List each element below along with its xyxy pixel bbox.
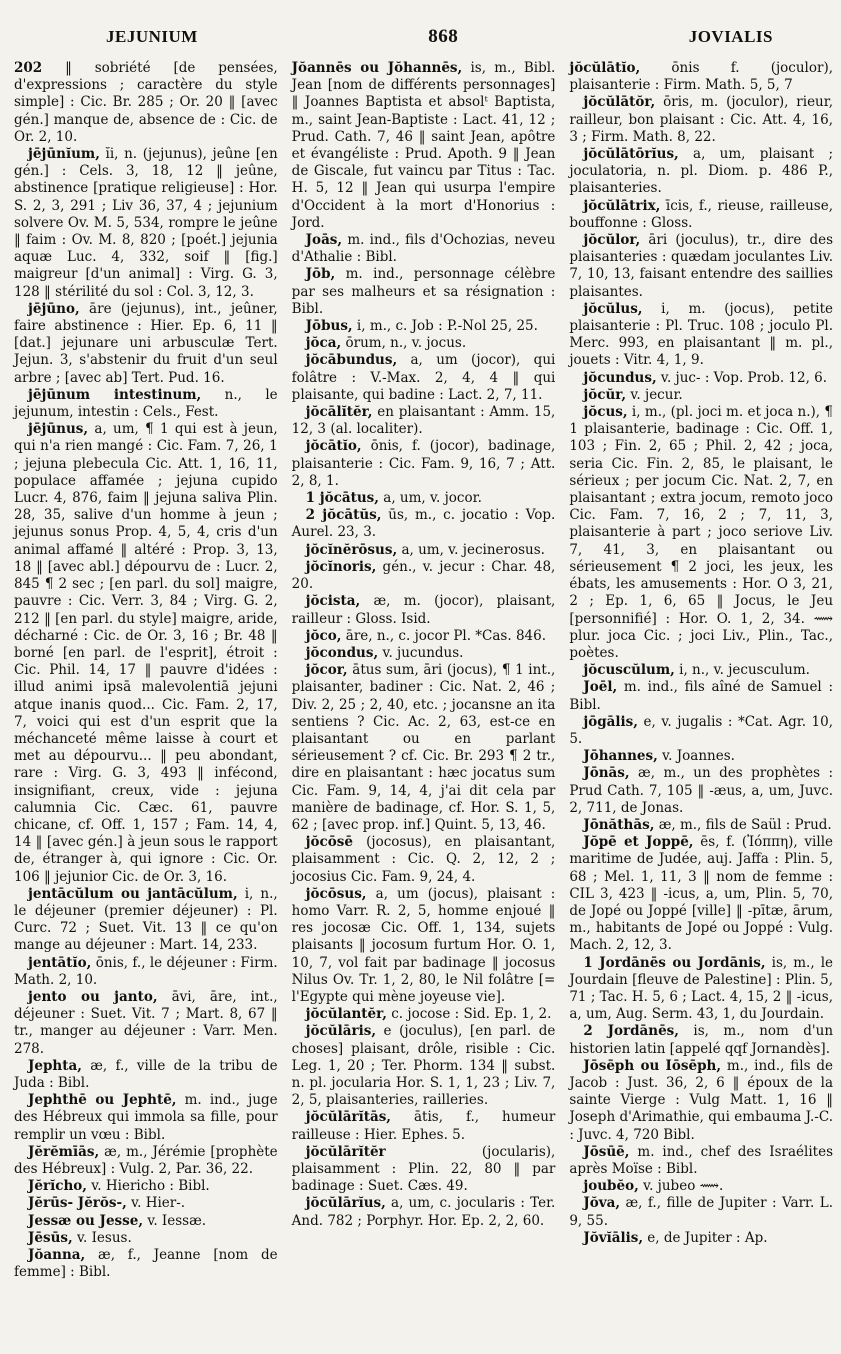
dictionary-entry <box>292 1195 556 1229</box>
dictionary-entry <box>14 146 278 301</box>
entry-headword: jējūnĭum, <box>28 146 100 163</box>
dictionary-entry <box>292 60 556 232</box>
dictionary-entry <box>569 387 833 404</box>
dictionary-entry <box>14 1230 278 1247</box>
entry-definition: æ, m., un des prophètes : Prud Cath. 7, 105 ‖ -æus, a, um, Juvc. 2, 711, de Jonas. <box>569 765 834 816</box>
entry-definition: ĭi, n. (jejunus), jeûne [en gén.] : Cels. 3, 18, 12 ‖ jeûne, abstinence [pratique religieuse] : Hor. S. 2, 3, 291 ; Liv 36, 37, 4 ; jejunium solvere Ov. M. 5, 534, rompre le jeûne ‖ faim : Ov. M. 8, 820 ; [poét.] jejunia aquæ Luc. 4, 332, soif ‖ [fig.] maigreur [d'un animal] : Virg. G. 3, 128 ‖ stérilité du sol : Col. 3, 12, 3. <box>14 146 278 300</box>
entry-definition: ōrum, n., v. jocus. <box>341 335 467 352</box>
column-3 <box>569 60 833 1281</box>
entry-headword: Joēl, <box>583 679 618 696</box>
entry-headword: jŏcor, <box>305 662 348 679</box>
entry-definition: ātus sum, āri (jocus), ¶ 1 int., plaisanter, badiner : Cic. Nat. 2, 46 ; Div. 2, 25 ; 2, 40, etc. ; jocansne an ita sentiens ? Cic. Ac. 2, 63, est-ce en plaisantant ou en parlant sérieusement ? cf. Cic. Br. 293 ¶ 2 tr., dire en plaisantant : hæc jocatus sum Cic. Fam. 9, 14, 4, j'ai dit cela par manière de badinage, cf. Hor. S. 1, 5, 62 ; [avec prop. inf.] Quint. 5, 13, 46. <box>291 662 556 833</box>
dictionary-entry <box>569 662 833 679</box>
entry-definition: ōris, m. (joculor), rieur, railleur, bon plaisant : Cic. Att. 4, 16, 3 ; Firm. Math. 8, 22. <box>569 94 834 145</box>
dictionary-entry <box>569 1058 833 1144</box>
entry-definition: v. Hier-. <box>126 1195 186 1212</box>
entry-headword: Jĕrūs- Jĕrŏs-, <box>28 1195 127 1212</box>
entry-headword: jŏcista, <box>305 593 361 610</box>
running-head-right: JOVIALIS <box>688 27 773 46</box>
entry-headword: Jŏvĭālis, <box>583 1229 644 1246</box>
dictionary-entry <box>292 507 556 541</box>
entry-headword: Jōnăthās, <box>583 816 655 833</box>
entry-definition: v. Hiericho : Bibl. <box>86 1178 210 1195</box>
entry-headword: jento ou janto, <box>28 988 158 1005</box>
entry-definition: m. ind., chef des Israélites après Moïse : Bibl. <box>569 1143 834 1177</box>
dictionary-entry <box>292 404 556 438</box>
entry-headword: Joās, <box>305 232 343 249</box>
dictionary-entry <box>569 765 833 817</box>
dictionary-entry <box>292 490 556 507</box>
entry-headword: jŏcŭlor, <box>583 232 641 249</box>
dictionary-entry <box>292 1006 556 1023</box>
entry-definition: a, um, plaisant ; joculatoria, n. pl. Diom. p. 486 P., plaisanteries. <box>569 146 834 197</box>
dictionary-entry <box>14 387 278 421</box>
entry-headword: 2 jŏcātŭs, <box>305 507 382 524</box>
dictionary-entry <box>292 886 556 1006</box>
entry-definition: e, v. jugalis : *Cat. Agr. 10, 5. <box>569 713 834 747</box>
entry-headword: jŏcŭlātĭo, <box>569 60 641 76</box>
entry-definition: v. jubeo ⟿. <box>638 1178 724 1195</box>
entry-headword: jŏcĭnoris, <box>305 558 377 575</box>
dictionary-entry <box>569 1144 833 1178</box>
dictionary-entry <box>292 834 556 886</box>
entry-definition: is, m., nom d'un historien latin [appelé qqf Jornandès]. <box>569 1023 834 1057</box>
entry-headword: Jōbus, <box>305 318 353 335</box>
entry-headword: jŏcŭlārĭtās, <box>305 1109 391 1126</box>
dictionary-entry <box>292 593 556 627</box>
entry-definition: a, um (jocor), qui folâtre : V.-Max. 2, 4, 4 ‖ qui plaisante, qui badine : Lact. 2, 7, 11. <box>291 352 556 403</box>
entry-headword: Jessæ ou Jesse, <box>28 1212 144 1229</box>
dictionary-entry <box>569 60 833 94</box>
running-head-left: JEJUNIUM <box>106 27 198 46</box>
entry-definition: āvi, āre, int., déjeuner : Suet. Vit. 7 ; Mart. 8, 67 ‖ tr., manger au déjeuner : Varr. Men. 278. <box>14 988 278 1057</box>
entry-headword: Jŏpē et Joppē, <box>583 834 694 851</box>
entry-headword: jŏcus, <box>583 404 628 421</box>
dictionary-entry <box>569 198 833 232</box>
entry-definition: e (joculus), [en parl. de choses] plaisant, drôle, risible : Cic. Leg. 1, 20 ; Ter. Phorm. 134 ‖ subst. n. pl. jocularia Hor. S. 1, 1, 23 ; Liv. 7, 2, 5, plaisanteries, railleries. <box>291 1023 556 1109</box>
entry-headword: jŏcātĭo, <box>305 438 362 455</box>
entry-definition: æ, m., fils de Saül : Prud. <box>654 816 832 833</box>
dictionary-entry <box>569 404 833 662</box>
entry-definition: gén., v. jecur : Char. 48, 20. <box>291 558 556 593</box>
entry-headword: jŏcŭlus, <box>583 300 643 317</box>
entry-headword: jējūnus, <box>28 421 89 438</box>
entry-definition: a, um, v. jecinerosus. <box>397 541 545 558</box>
dictionary-entry <box>569 955 833 1024</box>
dictionary-entry <box>292 1023 556 1109</box>
dictionary-entry <box>14 1195 278 1212</box>
dictionary-entry <box>14 1144 278 1178</box>
entry-definition: ātis, f., humeur railleuse : Hier. Ephes. 5. <box>291 1109 556 1143</box>
entry-definition: c. jocose : Sid. Ep. 1, 2. <box>386 1006 552 1023</box>
entry-definition: æ, f., Jeanne [nom de femme] : Bibl. <box>14 1247 278 1281</box>
entry-headword: Jōnās, <box>583 765 630 782</box>
dictionary-entry <box>292 266 556 318</box>
running-head <box>14 8 833 46</box>
dictionary-entry <box>569 748 833 765</box>
entry-definition: a, um (jocus), plaisant : homo Varr. R. 2, 5, homme enjoué ‖ res jocosæ Cic. Off. 1, 134, sujets plaisants ‖ jocosum furtum Hor. O. 1, 10, 7, vol fait par badinage ‖ jocosus Nilus Ov. Tr. 1, 2, 80, le Nil folâtre [= l'Egypte qui mène joyeuse vie]. <box>291 885 556 1005</box>
dictionary-entry <box>292 1144 556 1196</box>
entry-headword: jentātĭo, <box>28 954 92 971</box>
entry-definition: ēs, f. (Ἰόππη), ville maritime de Judée, auj. Jaffa : Plin. 5, 68 ; Mel. 1, 11, 3 ‖ nom de femme : CIL 3, 423 ‖ -icus, a, um, Plin. 5, 70, de Jopé ou Joppé [ville] ‖ -pītæ, ārum, m., habitants de Jopé ou Joppé : Vulg. Mach. 2, 12, 3. <box>569 834 834 954</box>
column-2 <box>292 60 556 1281</box>
entry-definition: æ, m., Jérémie [prophète des Hébreux] : Vulg. 2, Par. 36, 22. <box>14 1143 278 1177</box>
entry-definition: e, de Jupiter : Ap. <box>643 1229 768 1246</box>
dictionary-entry <box>569 834 833 954</box>
entry-headword: Jŏva, <box>583 1195 621 1212</box>
entry-headword: 1 jŏcātus, <box>305 490 379 507</box>
dictionary-entry <box>292 628 556 645</box>
entry-headword: jŏcŭlātŏr, <box>583 94 656 111</box>
entry-headword: Jŏannēs ou Jŏhannēs, <box>291 60 463 76</box>
dictionary-entry <box>292 1109 556 1143</box>
entry-definition: a, um, c. jocularis : Ter. And. 782 ; Porphyr. Hor. Ep. 2, 2, 60. <box>291 1195 556 1229</box>
entry-headword: jŏcĭnĕrōsus, <box>305 541 398 558</box>
entry-headword: jŏcŭlantĕr, <box>305 1006 387 1023</box>
entry-definition: i, m. (jocus), petite plaisanterie : Pl. Truc. 108 ; joculo Pl. Merc. 993, en plaisantant ‖ m. pl., jouets : Vitr. 4, 1, 9. <box>569 300 834 369</box>
entry-headword: 1 Jordānēs ou Jordānis, <box>583 954 766 971</box>
entry-definition: æ, f., fille de Jupiter : Varr. L. 9, 55. <box>569 1195 834 1229</box>
entry-headword: jŏcōsus, <box>305 885 367 902</box>
entry-definition: m., ind., fils de Jacob : Just. 36, 2, 6 ‖ époux de la sainte Vierge : Vulg Matt. 1, 16 ‖ Joseph d'Arimathie, qui embauma J.-C. : Juvc. 4, 720 Bibl. <box>569 1057 834 1143</box>
dictionary-entry <box>292 335 556 352</box>
entry-definition: m. ind., juge des Hébreux qui immola sa fille, pour remplir un vœu : Bibl. <box>14 1092 278 1143</box>
dictionary-entry <box>14 1058 278 1092</box>
page-number: 868 <box>428 26 459 47</box>
entry-headword: Jēsūs, <box>28 1229 73 1246</box>
dictionary-entry <box>569 94 833 146</box>
dictionary-entry <box>569 1023 833 1057</box>
dictionary-entry <box>569 1178 833 1195</box>
entry-definition: a, um, ¶ 1 qui est à jeun, qui n'a rien mangé : Cic. Fam. 7, 26, 1 ; jejuna plebecula Cic. Att. 1, 16, 11, populace affamée ; jejuna cupido Lucr. 4, 876, faim ‖ jejuna saliva Plin. 28, 35, salive d'un homme à jeun ; jejunus sonus Prop. 4, 5, 4, cris d'un animal affamé ‖ altéré : Prop. 3, 13, 18 ‖ [avec abl.] dépourvu de : Lucr. 2, 845 ¶ 2 sec ; [en parl. du sol] maigre, pauvre : Cic. Verr. 3, 84 ; Virg. G. 2, 212 ‖ [en parl. du style] maigre, aride, décharné : Cic. de Or. 3, 16 ; Br. 48 ‖ borné [en parl. de l'esprit], étroit : Cic. Phil. 14, 17 ‖ pauvre d'idées : illud animi ipsā malevolentiā jejuni atque inanis quod... Cic. Fam. 2, 17, 7, voici qui est d'un esprit que la méchanceté même laisse à court et met au dépourvu... ‖ peu abondant, rare : Virg. G. 3, 493 ‖ infécond, insignifiant, creux, vide : jejuna calumnia Cic. Cæc. 61, pauvre chicane, cf. Off. 1, 157 ; Fam. 14, 4, 14 ‖ [avec gén.] à jeun sous le rapport de, étranger à, qui ignore : Cic. Or. 106 ‖ jejunior Cic. de Or. 3, 16. <box>14 421 278 885</box>
dictionary-entry <box>569 370 833 387</box>
entry-definition: ōnis, f., le déjeuner : Firm. Math. 2, 10. <box>14 954 278 988</box>
dictionary-entry <box>14 421 278 885</box>
entry-headword: jŏcŭlārĭtĕr <box>305 1143 386 1160</box>
entry-headword: Jōb, <box>305 266 336 283</box>
dictionary-entry <box>14 886 278 955</box>
dictionary-entry <box>14 301 278 387</box>
entry-headword: jŏco, <box>305 627 342 644</box>
entry-definition: i, m., (pl. joci m. et joca n.), ¶ 1 plaisanterie, badinage : Cic. Off. 1, 103 ; Fin. 2, 65 ; Phil. 2, 42 ; joca, seria Cic. Fin. 2, 85, le plaisant, le sérieux ; per jocum Cic. Nat. 2, 7, en plaisantant ; extra jocum, remoto joco Cic. Fam. 7, 16, 2 ; 7, 11, 3, plaisanterie à part ; joco seriove Liv. 7, 41, 3, en plaisantant ou sérieusement ¶ 2 joci, les jeux, les ébats, les amusements : Hor. O 3, 21, 2 ; Ep. 1, 6, 65 ‖ Jocus, le Jeu [personnifié] : Hor. O. 1, 2, 34. ⟿ plur. joca Cic. ; joci Liv., Plin., Tac., poètes. <box>569 404 834 661</box>
entry-headword: jŏcālĭtĕr, <box>305 404 373 421</box>
entry-definition: āri (joculus), tr., dire des plaisanteries : quædam joculantes Liv. 7, 10, 13, faisant entendre des saillies plaisantes. <box>569 232 834 300</box>
entry-definition: īcis, f., rieuse, railleuse, bouffonne : Gloss. <box>569 197 834 231</box>
entry-definition: ūs, m., c. jocatio : Vop. Aurel. 23, 3. <box>291 507 556 541</box>
entry-headword: jŏcŭlārĭus, <box>305 1195 386 1212</box>
dictionary-entry <box>569 817 833 834</box>
entry-definition: i, n., v. jecusculum. <box>674 662 810 679</box>
entry-headword: jŏca, <box>305 335 342 352</box>
entry-definition: v. Iessæ. <box>143 1212 207 1229</box>
entry-headword: jŏcŭlātōrĭus, <box>583 146 679 163</box>
dictionary-entry <box>292 318 556 335</box>
dictionary-entry <box>14 955 278 989</box>
entry-headword: jējūno, <box>28 300 80 317</box>
dictionary-entry <box>14 60 278 146</box>
entry-definition: v. jucundus. <box>378 644 464 661</box>
dictionary-entry <box>14 1247 278 1281</box>
entry-headword: Jephta, <box>28 1057 82 1074</box>
entry-definition: ōnis, f. (jocor), badinage, plaisanterie : Cic. Fam. 9, 16, 7 ; Att. 2, 8, 1. <box>291 438 556 489</box>
entry-headword: jentācŭlum ou jantācŭlum, <box>28 885 238 902</box>
column-1 <box>14 60 278 1281</box>
entry-headword: jōgālis, <box>583 713 638 730</box>
entry-headword: jŏcuscŭlum, <box>583 662 675 679</box>
entry-headword: Jĕrĭcho, <box>28 1178 87 1195</box>
entry-headword: jŏcŭlāris, <box>305 1023 377 1040</box>
dictionary-entry <box>569 714 833 748</box>
entry-headword: Jōhannes, <box>583 748 658 765</box>
dictionary-entry <box>569 1230 833 1247</box>
entry-definition: i, n., le déjeuner (premier déjeuner) : Pl. Curc. 72 ; Suet. Vit. 13 ‖ ce qu'on mange au déjeuner : Mart. 14, 233. <box>14 885 278 954</box>
entry-headword: jŏcōsē <box>305 834 353 851</box>
dictionary-entry <box>14 1092 278 1144</box>
entry-definition: æ, f., ville de la tribu de Juda : Bibl. <box>14 1057 278 1091</box>
entry-definition: v. Iesus. <box>72 1229 132 1246</box>
entry-definition: āre, n., c. jocor Pl. *Cas. 846. <box>341 627 547 644</box>
dictionary-entry <box>292 542 556 559</box>
entry-definition: m. ind., fils aîné de Samuel : Bibl. <box>569 679 834 713</box>
dictionary-entry <box>569 679 833 713</box>
entry-definition: v. juc- : Vop. Prob. 12, 6. <box>656 369 828 386</box>
dictionary-entry <box>569 301 833 370</box>
entry-headword: jējūnum intestinum, <box>28 386 202 403</box>
entry-headword: Jōsūē, <box>583 1143 630 1160</box>
entry-definition: is, m., le Jourdain [fleuve de Palestine] : Plin. 5, 71 ; Tac. H. 5, 6 ; Lact. 4, 15, 2 ‖ -icus, a, um, Aug. Serm. 43, 1, du Jourdain. <box>569 954 834 1023</box>
entry-headword: Jōsēph ou Iōsēph, <box>583 1057 722 1074</box>
entry-definition: v. Joannes. <box>657 748 735 765</box>
entry-definition: ‖ sobriété [de pensées, d'expressions ; caractère du style simple] : Cic. Br. 285 ; Or. 20 ‖ [avec gén.] manque de, absence de : Cic. de Or. 2, 10. <box>14 60 278 145</box>
dictionary-entry <box>14 1178 278 1195</box>
dictionary-entry <box>292 645 556 662</box>
dictionary-entry <box>569 1195 833 1229</box>
entry-definition: i, m., c. Job : P.-Nol 25, 25. <box>352 318 538 335</box>
entry-headword: Jŏanna, <box>28 1247 86 1264</box>
entry-definition: āre (jejunus), int., jeûner, faire abstinence : Hier. Ep. 6, 11 ‖ [dat.] jejunare uni arbusculæ Tert. Jejun. 3, s'abstenir du fruit d'un seul arbre ; [avec ab] Tert. Pud. 16. <box>14 300 278 386</box>
dictionary-entry <box>14 989 278 1058</box>
entry-headword: Jĕrĕmīās, <box>28 1143 100 1160</box>
entry-definition: æ, m. (jocor), plaisant, railleur : Gloss. Isid. <box>291 593 556 627</box>
entry-headword: jŏcābundus, <box>305 352 398 369</box>
entry-definition: m. ind., fils d'Ochozias, neveu d'Athalie : Bibl. <box>291 232 556 266</box>
dictionary-entry <box>292 352 556 404</box>
entry-definition: n., le jejunum, intestin : Cels., Fest. <box>14 386 278 421</box>
entry-definition: m. ind., personnage célèbre par ses malheurs et sa résignation : Bibl. <box>291 266 556 317</box>
dictionary-entry <box>292 438 556 490</box>
entry-definition: a, um, v. jocor. <box>378 490 482 507</box>
entry-definition: (jocularis), plaisamment : Plin. 22, 80 ‖ par badinage : Suet. Cæs. 49. <box>291 1143 556 1195</box>
entry-headword: jŏcŭr, <box>583 386 627 403</box>
entry-headword: jŏcondus, <box>305 644 379 661</box>
entry-headword: Jephthē ou Jephtē, <box>28 1092 177 1109</box>
entry-headword: 202 <box>14 60 43 76</box>
entry-definition: en plaisantant : Amm. 15, 12, 3 (al. localiter). <box>291 404 556 438</box>
entry-definition: (jocosus), en plaisantant, plaisamment : Cic. Q. 2, 12, 2 ; jocosius Cic. Fam. 9, 24, 4. <box>291 834 556 885</box>
columns <box>14 60 833 1281</box>
dictionary-entry <box>569 232 833 301</box>
entry-definition: v. jecur. <box>626 386 683 403</box>
entry-headword: jŏcŭlātrix, <box>583 197 661 214</box>
dictionary-entry <box>292 232 556 266</box>
entry-headword: joubĕo, <box>583 1178 639 1195</box>
dictionary-entry <box>14 1213 278 1230</box>
dictionary-entry <box>292 662 556 834</box>
entry-headword: 2 Jordānēs, <box>583 1023 679 1040</box>
entry-headword: jŏcundus, <box>583 369 657 386</box>
dictionary-entry <box>292 559 556 593</box>
dictionary-entry <box>569 146 833 198</box>
entry-definition: ōnis f. (joculor), plaisanterie : Firm. Math. 5, 5, 7 <box>569 60 834 94</box>
entry-definition: is, m., Bibl. Jean [nom de différents personnages] ‖ Joannes Baptista et absolᵗ Baptista, m., saint Jean-Baptiste : Lact. 41, 12 ; Prud. Cath. 7, 46 ‖ saint Jean, apôtre et évangéliste : Prud. Apoth. 9 ‖ Jean de Giscale, fut vaincu par Titus : Tac. H. 5, 12 ‖ Jean qui usurpa l'empire d'Occident à la mort d'Honorius : Jord. <box>291 60 556 231</box>
